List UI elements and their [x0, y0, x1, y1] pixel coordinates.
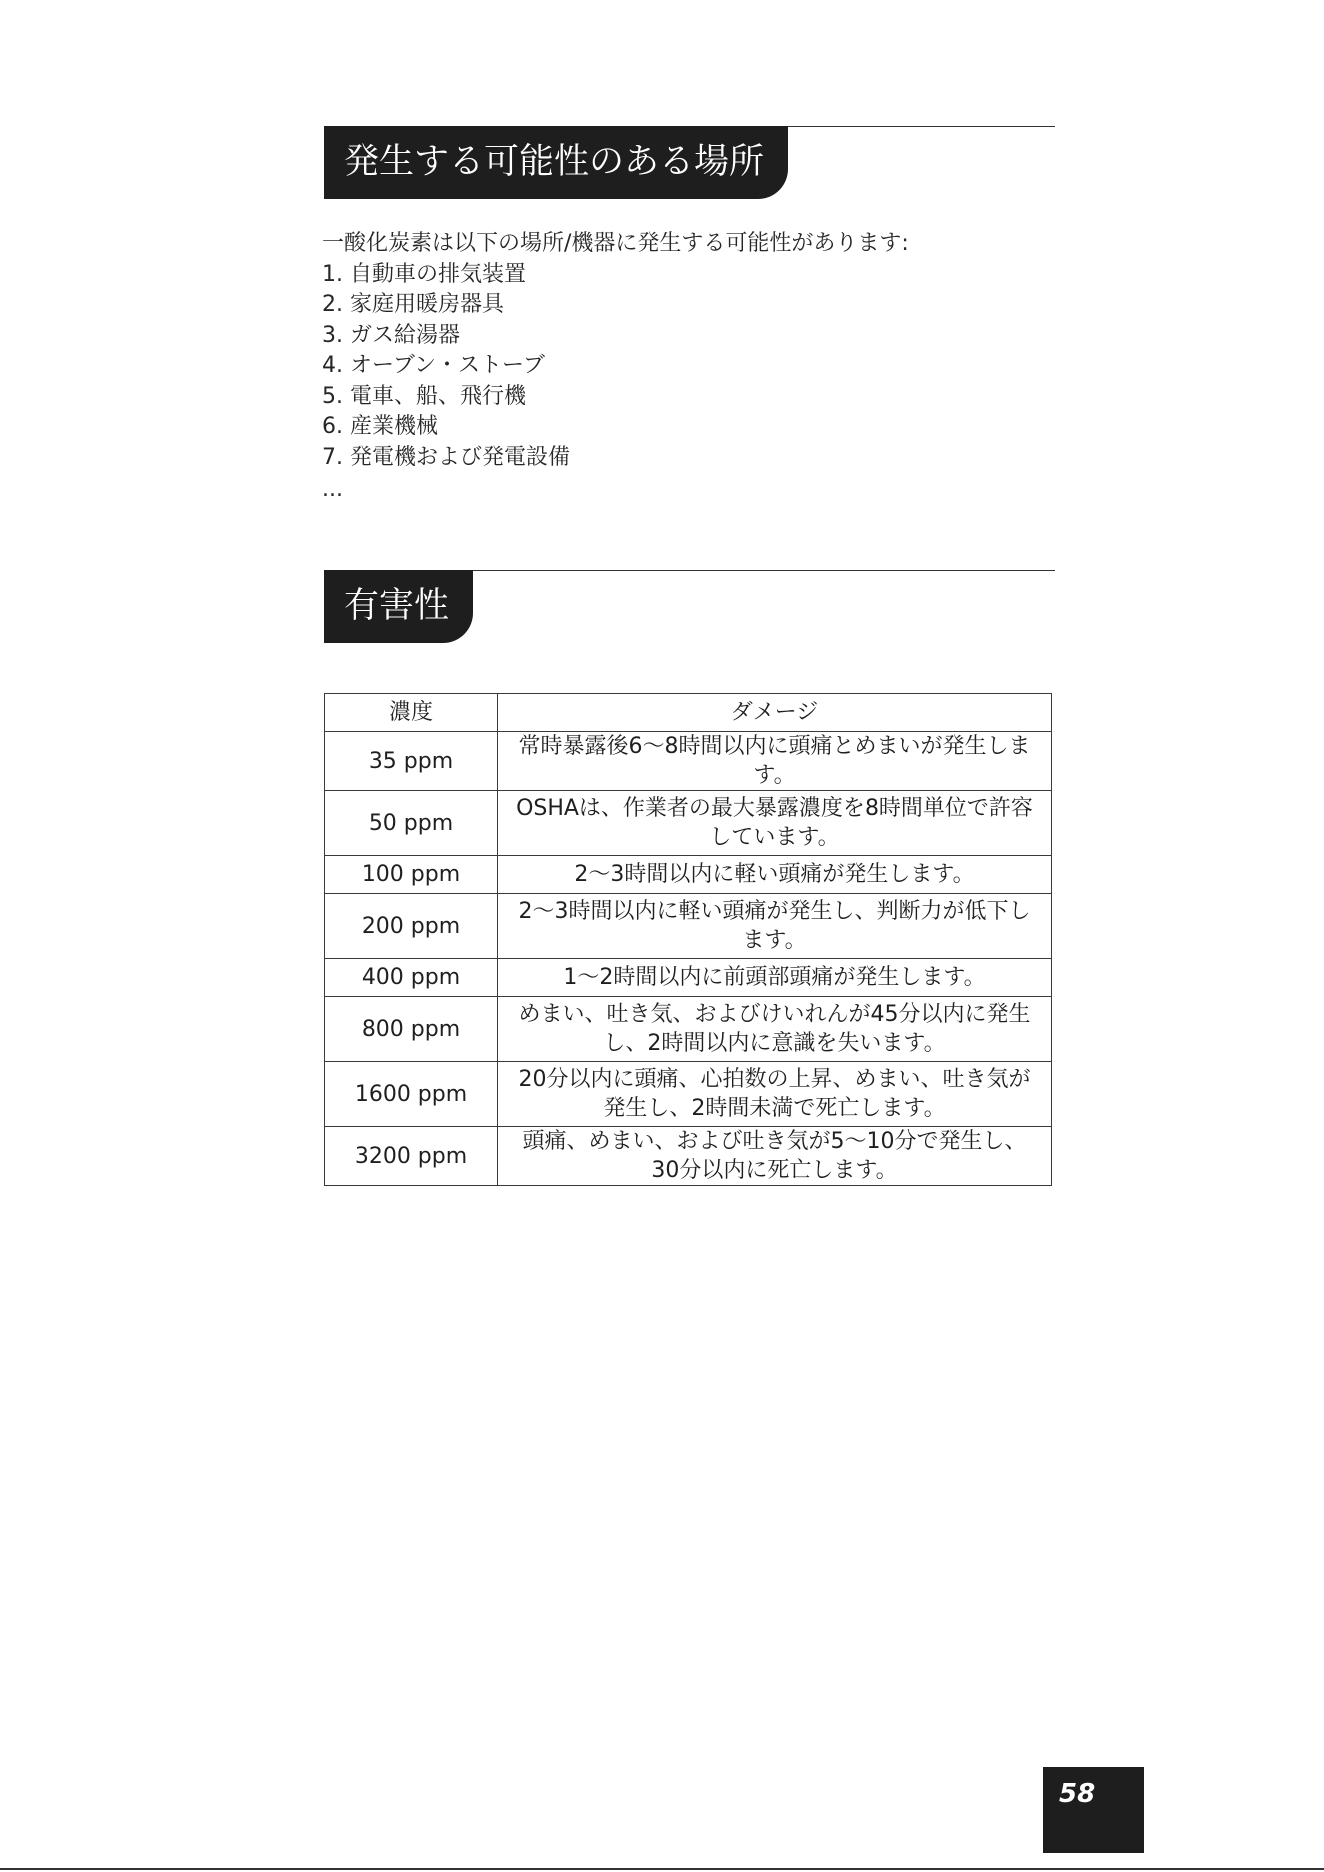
list-item: 6. 産業機械: [322, 414, 438, 439]
cell-concentration: 50 ppm: [325, 791, 498, 856]
locations-list: [322, 260, 909, 474]
table-row: [325, 997, 1052, 1062]
table-row: [325, 732, 1052, 791]
cell-damage: OSHAは、作業者の最大暴露濃度を8時間単位で許容しています。: [498, 791, 1052, 856]
table-row: [325, 791, 1052, 856]
list-item: 4. オーブン・ストーブ: [322, 353, 545, 378]
cell-damage: 頭痛、めまい、および吐き気が5〜10分で発生し、30分以内に死亡します。: [498, 1127, 1052, 1186]
cell-damage: 2〜3時間以内に軽い頭痛が発生し、判断力が低下します。: [498, 894, 1052, 959]
cell-damage: 常時暴露後6〜8時間以内に頭痛とめまいが発生します。: [498, 732, 1052, 791]
list-item: 2. 家庭用暖房器具: [322, 292, 504, 317]
bottom-rule: [0, 1868, 1324, 1870]
list-item: 1. 自動車の排気装置: [322, 261, 526, 287]
cell-damage: めまい、吐き気、およびけいれんが45分以内に発生し、2時間以内に意識を失います。: [498, 997, 1052, 1062]
cell-concentration: 1600 ppm: [325, 1062, 498, 1127]
table-row: [325, 1127, 1052, 1186]
column-header-concentration: 濃度: [325, 694, 498, 732]
cell-concentration: 200 ppm: [325, 894, 498, 959]
column-header-damage: ダメージ: [498, 694, 1052, 732]
cell-concentration: 100 ppm: [325, 856, 498, 894]
table-row: [325, 856, 1052, 894]
cell-concentration: 35 ppm: [325, 732, 498, 791]
locations-body: [322, 229, 909, 507]
table-header-row: [325, 694, 1052, 732]
table-row: [325, 1062, 1052, 1127]
cell-concentration: 3200 ppm: [325, 1127, 498, 1186]
page-number: 58: [1043, 1767, 1144, 1853]
section-title: 有害性: [324, 570, 473, 643]
list-item: 3. ガス給湯器: [322, 322, 460, 348]
cell-damage: 20分以内に頭痛、心拍数の上昇、めまい、吐き気が発生し、2時間未満で死亡します。: [498, 1062, 1052, 1127]
cell-concentration: 800 ppm: [325, 997, 498, 1062]
cell-concentration: 400 ppm: [325, 959, 498, 997]
list-ellipsis: ...: [322, 477, 343, 502]
cell-damage: 1〜2時間以内に前頭部頭痛が発生します。: [498, 959, 1052, 997]
table-row: [325, 959, 1052, 997]
section-title: 発生する可能性のある場所: [324, 126, 788, 199]
cell-damage: 2〜3時間以内に軽い頭痛が発生します。: [498, 856, 1052, 894]
table-row: [325, 894, 1052, 959]
list-item: 5. 電車、船、飛行機: [322, 383, 526, 409]
hazard-table: [324, 693, 1052, 1186]
list-item: 7. 発電機および発電設備: [322, 444, 570, 470]
intro-text: 一酸化炭素は以下の場所/機器に発生する可能性があります:: [322, 231, 909, 256]
